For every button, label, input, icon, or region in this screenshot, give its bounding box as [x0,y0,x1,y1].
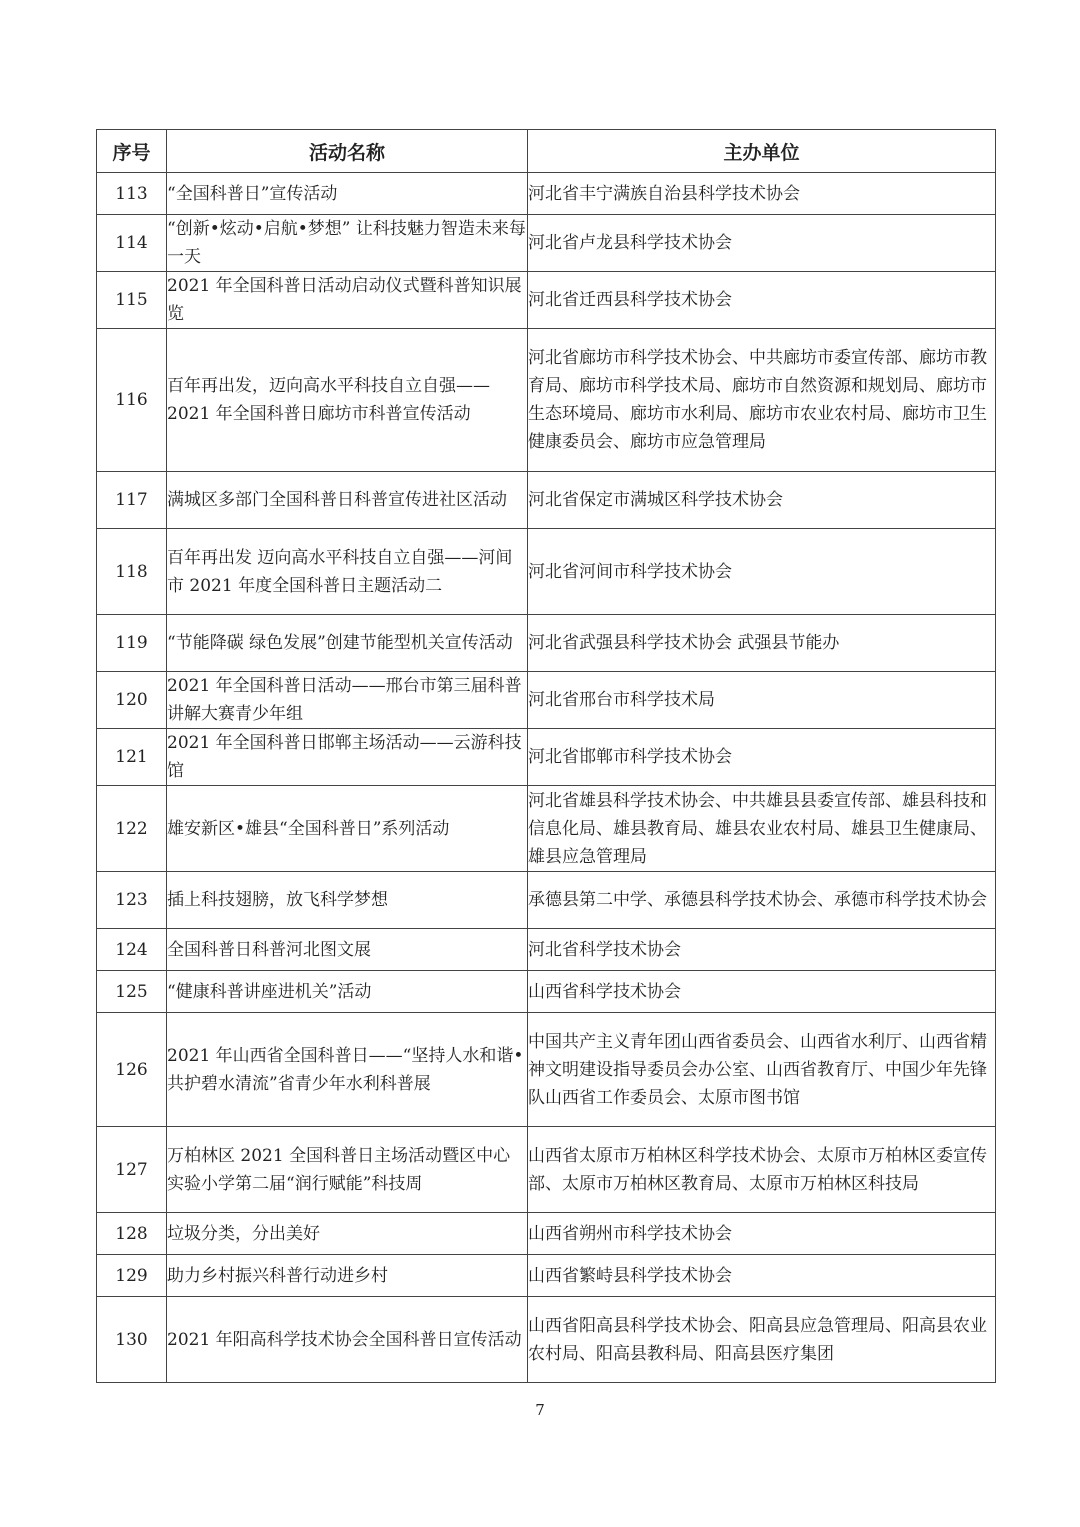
activity-name: “全国科普日”宣传活动 [167,173,528,215]
row-number: 130 [97,1297,167,1383]
table-row [97,472,996,529]
organizer: 河北省丰宁满族自治县科学技术协会 [528,173,996,215]
organizer: 河北省邢台市科学技术局 [528,672,996,729]
row-number: 124 [97,929,167,971]
table-row [97,1213,996,1255]
header-number: 序号 [97,130,167,173]
row-number: 120 [97,672,167,729]
row-number: 121 [97,729,167,786]
row-number: 115 [97,272,167,329]
activity-name: 百年再出发 迈向高水平科技自立自强——河间市 2021 年度全国科普日主题活动二 [167,529,528,615]
organizer: 山西省朔州市科学技术协会 [528,1213,996,1255]
organizer: 河北省武强县科学技术协会 武强县节能办 [528,615,996,672]
page-number: 7 [535,1401,545,1419]
table-row [97,529,996,615]
table-row [97,672,996,729]
row-number: 118 [97,529,167,615]
activity-name: 百年再出发，迈向高水平科技自立自强——2021 年全国科普日廊坊市科普宣传活动 [167,329,528,472]
header-activity-name: 活动名称 [167,130,528,173]
organizer: 河北省廊坊市科学技术协会、中共廊坊市委宣传部、廊坊市教育局、廊坊市科学技术局、廊坊市自然资源和规划局、廊坊市生态环境局、廊坊市水利局、廊坊市农业农村局、廊坊市卫生健康委员会、廊坊市应急管理局 [528,329,996,472]
table-row [97,272,996,329]
row-number: 113 [97,173,167,215]
organizer: 河北省河间市科学技术协会 [528,529,996,615]
row-number: 114 [97,215,167,272]
activity-name: 2021 年全国科普日活动——邢台市第三届科普讲解大赛青少年组 [167,672,528,729]
row-number: 128 [97,1213,167,1255]
row-number: 126 [97,1013,167,1127]
activity-name: 雄安新区•雄县“全国科普日”系列活动 [167,786,528,872]
organizer: 山西省科学技术协会 [528,971,996,1013]
table-row [97,729,996,786]
table-row [97,173,996,215]
activity-table [96,129,996,1383]
activity-name: 2021 年全国科普日活动启动仪式暨科普知识展览 [167,272,528,329]
table-row [97,215,996,272]
activity-name: 助力乡村振兴科普行动进乡村 [167,1255,528,1297]
row-number: 127 [97,1127,167,1213]
table-row [97,615,996,672]
table-row [97,1127,996,1213]
organizer: 河北省卢龙县科学技术协会 [528,215,996,272]
organizer: 山西省阳高县科学技术协会、阳高县应急管理局、阳高县农业农村局、阳高县教科局、阳高县医疗集团 [528,1297,996,1383]
row-number: 117 [97,472,167,529]
organizer: 河北省科学技术协会 [528,929,996,971]
table-row [97,1255,996,1297]
row-number: 125 [97,971,167,1013]
table-row [97,929,996,971]
organizer: 山西省太原市万柏林区科学技术协会、太原市万柏林区委宣传部、太原市万柏林区教育局、太原市万柏林区科技局 [528,1127,996,1213]
row-number: 122 [97,786,167,872]
activity-name: 万柏林区 2021 全国科普日主场活动暨区中心实验小学第二届“润行赋能”科技周 [167,1127,528,1213]
table-row [97,971,996,1013]
activity-name: 2021 年山西省全国科普日——“坚持人水和谐•共护碧水清流”省青少年水利科普展 [167,1013,528,1127]
header-organizer: 主办单位 [528,130,996,173]
activity-name: “创新•炫动•启航•梦想” 让科技魅力智造未来每一天 [167,215,528,272]
organizer: 山西省繁峙县科学技术协会 [528,1255,996,1297]
table-row [97,1013,996,1127]
activity-name: 满城区多部门全国科普日科普宣传进社区活动 [167,472,528,529]
organizer: 中国共产主义青年团山西省委员会、山西省水利厅、山西省精神文明建设指导委员会办公室、山西省教育厅、中国少年先锋队山西省工作委员会、太原市图书馆 [528,1013,996,1127]
table-row [97,786,996,872]
activity-name: 2021 年阳高科学技术协会全国科普日宣传活动 [167,1297,528,1383]
activity-name: 插上科技翅膀，放飞科学梦想 [167,872,528,929]
row-number: 129 [97,1255,167,1297]
row-number: 116 [97,329,167,472]
activity-name: 垃圾分类，分出美好 [167,1213,528,1255]
organizer: 承德县第二中学、承德县科学技术协会、承德市科学技术协会 [528,872,996,929]
organizer: 河北省迁西县科学技术协会 [528,272,996,329]
organizer: 河北省雄县科学技术协会、中共雄县县委宣传部、雄县科技和信息化局、雄县教育局、雄县农业农村局、雄县卫生健康局、雄县应急管理局 [528,786,996,872]
organizer: 河北省保定市满城区科学技术协会 [528,472,996,529]
activity-name: “健康科普讲座进机关”活动 [167,971,528,1013]
organizer: 河北省邯郸市科学技术协会 [528,729,996,786]
activity-name: 2021 年全国科普日邯郸主场活动——云游科技馆 [167,729,528,786]
table-row [97,872,996,929]
table-body [97,173,996,1383]
activity-name: 全国科普日科普河北图文展 [167,929,528,971]
header-row [97,130,996,173]
row-number: 119 [97,615,167,672]
table-header [97,130,996,173]
table-row [97,329,996,472]
row-number: 123 [97,872,167,929]
activity-name: “节能降碳 绿色发展”创建节能型机关宣传活动 [167,615,528,672]
table-row [97,1297,996,1383]
